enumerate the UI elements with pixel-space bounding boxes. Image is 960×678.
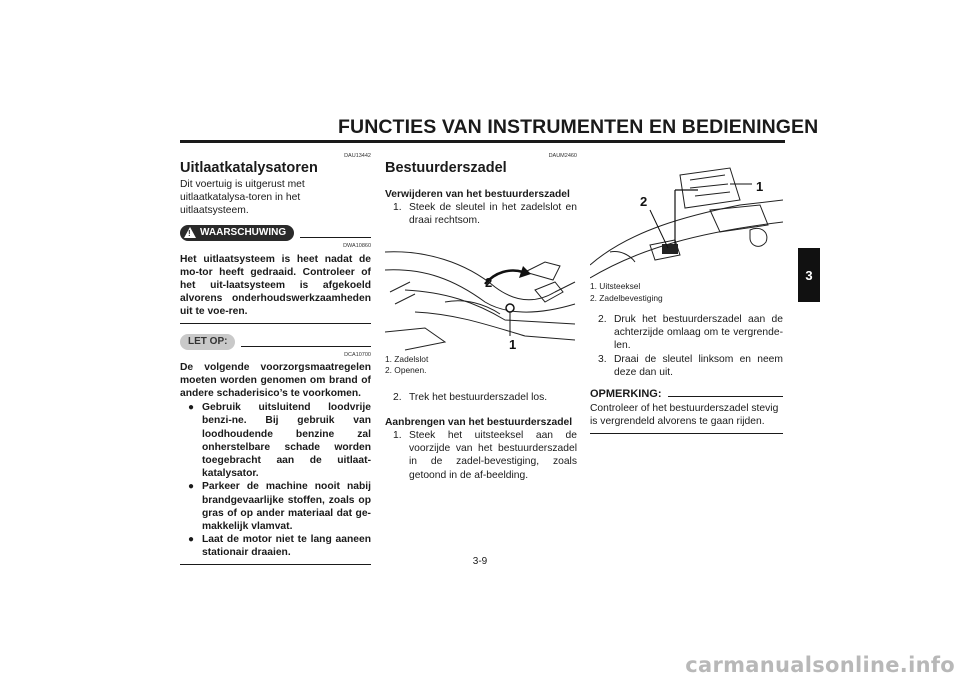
page-header-title: FUNCTIES VAN INSTRUMENTEN EN BEDIENINGEN [338, 116, 819, 138]
doc-code: DAU13442 [344, 153, 371, 159]
column-exhaust [180, 153, 371, 565]
header-rule [180, 140, 785, 143]
figure-callout-1: 1 [756, 179, 764, 194]
figure-caption-1: 1. Zadelslot [385, 353, 429, 364]
warning-header [180, 225, 371, 241]
figure-callout-2: 2 [485, 274, 493, 290]
warning-rule [300, 237, 371, 238]
warning-triangle-icon: ! [184, 227, 196, 238]
bullet-icon: ● [188, 534, 195, 546]
list-item: ● Laat de motor niet te lang aaneen stationair draaien. [188, 534, 371, 559]
caution-badge: LET OP: [180, 334, 235, 350]
note-text: Controleer of het bestuurderszadel stevig is vergrendeld alvorens te gaan rijden. [590, 403, 779, 428]
bullet-icon: ● [188, 481, 195, 493]
caution-bullets [180, 401, 371, 559]
caution-header [180, 334, 371, 350]
caution-end-rule [180, 564, 371, 565]
intro-paragraph: Dit voertuig is uitgerust met uitlaatkatalysa-toren in het uitlaatsysteem. [180, 179, 305, 217]
warning-badge [180, 225, 294, 241]
caution-intro: De volgende voorzorgsmaatregelen moeten worden genomen om brand of andere schaderisico’s te voorkomen. [180, 361, 371, 400]
figure-caption-2: 2. Openen. [385, 365, 427, 376]
warning-text: Het uitlaatsysteem is heet nadat de mo-tor heeft gedraaid. Controleer of het uit-laatsysteem is afgekoeld alvorens onderhoudswerkzaamheden uit te voe-ren. [180, 253, 371, 318]
section-heading-catalytic: Uitlaatkatalysatoren [180, 160, 318, 176]
warning-end-rule [180, 323, 371, 324]
doc-code: DAUM2460 [548, 153, 577, 159]
seat-bracket-illustration [590, 160, 783, 280]
note-end-rule [590, 433, 783, 434]
note-label: OPMERKING: [590, 388, 662, 401]
list-item: ● Parkeer de machine nooit nabij brandgevaarlijke stoffen, zoals op gras of op ander materiaal dat ge-makkelijk vlamvat. [188, 481, 371, 533]
page-number: 3-9 [472, 556, 488, 567]
bullet-icon: ● [188, 402, 195, 414]
seat-lock-illustration [385, 232, 577, 352]
note-header [590, 388, 783, 400]
chapter-tab[interactable]: 3 [798, 248, 820, 302]
figure-caption-1: 1. Uitsteeksel [590, 281, 641, 291]
section-heading-seat: Bestuurderszadel [385, 160, 507, 176]
figure-callout-1: 1 [509, 336, 517, 352]
figure-callout-2: 2 [640, 194, 648, 209]
warning-label: WAARSCHUWING [200, 227, 287, 239]
list-item: 1. Steek het uitsteeksel aan de voorzijde van het bestuurderszadel in de zadel-bevestiging, zoals getoond in de af-beelding. [393, 430, 577, 481]
column-seat-remove [385, 153, 577, 482]
caution-rule [241, 346, 371, 347]
list-item: 2. Trek het bestuurderszadel los. [393, 391, 548, 403]
watermark: carmanualsonline.info [685, 653, 955, 677]
list-item: 1. Steek de sleutel in het zadelslot en draai rechtsom. [393, 202, 577, 227]
list-item: 3. Draai de sleutel linksom en neem deze dan uit. [598, 353, 783, 378]
subheading-install: Aanbrengen van het bestuurderszadel [385, 416, 573, 428]
warning-code: DWA10860 [343, 242, 371, 249]
subheading-remove: Verwijderen van het bestuurderszadel [385, 189, 570, 200]
list-item: 2. Druk het bestuurderszadel aan de achterzijde omlaag om te vergrende-len. [598, 314, 783, 352]
caution-code: DCA10700 [344, 351, 371, 358]
figure-caption-2: 2. Zadelbevestiging [590, 292, 663, 303]
note-rule [668, 396, 784, 397]
list-item: ● Gebruik uitsluitend loodvrije benzi-ne. Bij gebruik van loodhoudende benzine zal onherstelbare schade worden toegebracht aan de uitlaat-katalysator. [188, 402, 371, 480]
column-seat-install [590, 160, 783, 434]
